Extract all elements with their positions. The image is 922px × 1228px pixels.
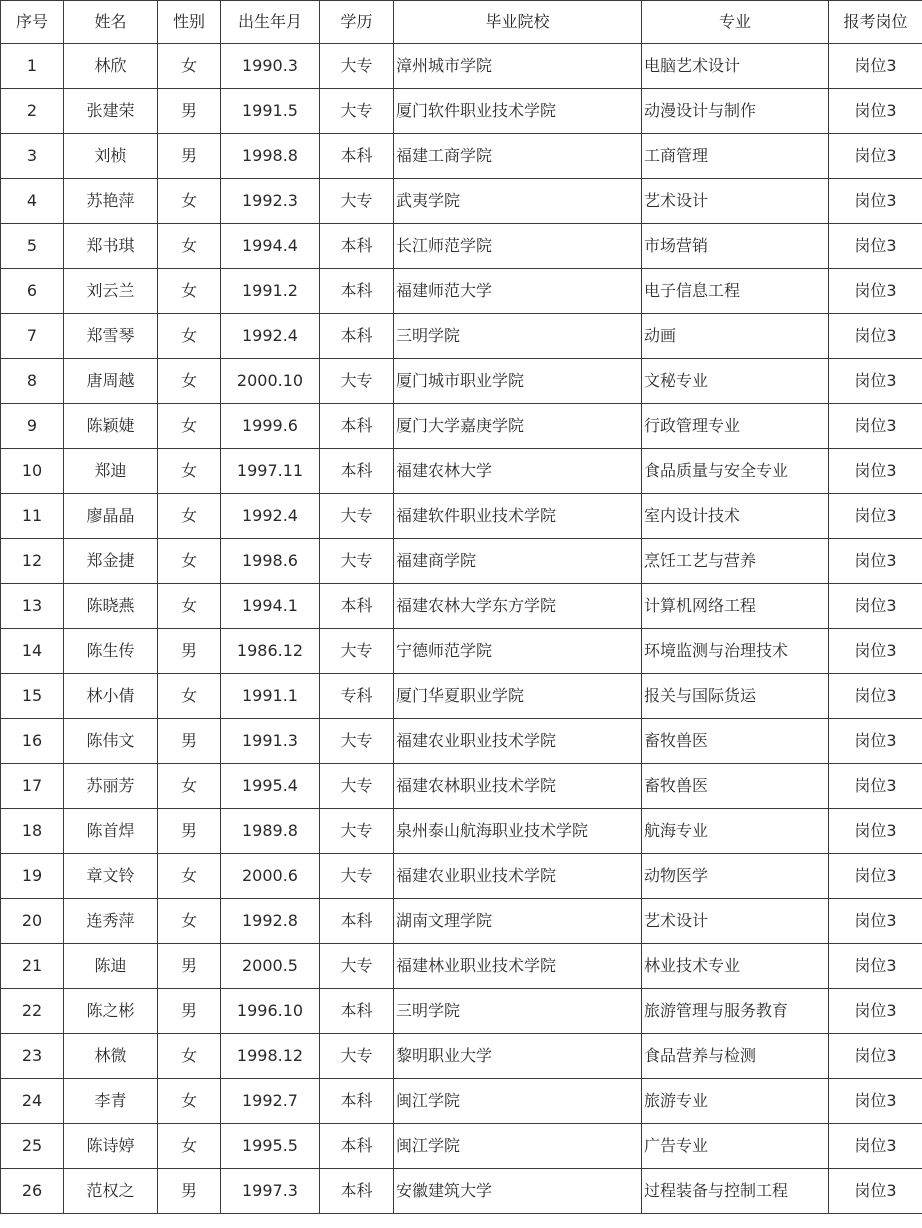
cell-birth-date: 1992.4: [221, 494, 320, 539]
cell-name: 陈诗婷: [64, 1124, 158, 1169]
table-row: [1, 1124, 922, 1169]
cell-gender: 女: [158, 44, 221, 89]
cell-major: 环境监测与治理技术: [642, 629, 829, 674]
cell-name: 廖晶晶: [64, 494, 158, 539]
cell-major: 行政管理专业: [642, 404, 829, 449]
cell-birth-date: 1994.4: [221, 224, 320, 269]
cell-serial: 16: [1, 719, 64, 764]
cell-education: 本科: [320, 1124, 394, 1169]
header-gender: 性别: [158, 1, 221, 44]
cell-name: 陈生传: [64, 629, 158, 674]
cell-birth-date: 1992.3: [221, 179, 320, 224]
cell-major: 报关与国际货运: [642, 674, 829, 719]
cell-serial: 6: [1, 269, 64, 314]
cell-gender: 男: [158, 719, 221, 764]
header-education: 学历: [320, 1, 394, 44]
cell-gender: 女: [158, 179, 221, 224]
cell-gender: 女: [158, 449, 221, 494]
cell-school: 福建软件职业技术学院: [394, 494, 642, 539]
cell-gender: 男: [158, 134, 221, 179]
cell-birth-date: 1998.8: [221, 134, 320, 179]
cell-name: 苏艳萍: [64, 179, 158, 224]
cell-position: 岗位3: [829, 1124, 922, 1169]
table-row: [1, 44, 922, 89]
table-row: [1, 1079, 922, 1124]
cell-name: 郑金捷: [64, 539, 158, 584]
cell-position: 岗位3: [829, 359, 922, 404]
table-row: [1, 764, 922, 809]
header-name: 姓名: [64, 1, 158, 44]
cell-school: 福建农林职业技术学院: [394, 764, 642, 809]
cell-serial: 19: [1, 854, 64, 899]
cell-serial: 10: [1, 449, 64, 494]
table-row: [1, 1034, 922, 1079]
cell-birth-date: 1989.8: [221, 809, 320, 854]
cell-education: 大专: [320, 179, 394, 224]
header-school: 毕业院校: [394, 1, 642, 44]
cell-school: 福建农林大学: [394, 449, 642, 494]
cell-position: 岗位3: [829, 674, 922, 719]
cell-gender: 女: [158, 764, 221, 809]
cell-education: 本科: [320, 899, 394, 944]
cell-position: 岗位3: [829, 584, 922, 629]
table-header-row: [1, 1, 922, 44]
cell-birth-date: 1990.3: [221, 44, 320, 89]
cell-position: 岗位3: [829, 1034, 922, 1079]
cell-serial: 18: [1, 809, 64, 854]
cell-major: 航海专业: [642, 809, 829, 854]
cell-serial: 5: [1, 224, 64, 269]
cell-serial: 22: [1, 989, 64, 1034]
cell-major: 旅游专业: [642, 1079, 829, 1124]
cell-position: 岗位3: [829, 854, 922, 899]
cell-school: 厦门城市职业学院: [394, 359, 642, 404]
cell-major: 过程装备与控制工程: [642, 1169, 829, 1214]
cell-education: 大专: [320, 719, 394, 764]
cell-serial: 8: [1, 359, 64, 404]
cell-school: 三明学院: [394, 989, 642, 1034]
cell-education: 本科: [320, 404, 394, 449]
table-row: [1, 89, 922, 134]
cell-school: 福建农业职业技术学院: [394, 719, 642, 764]
cell-major: 旅游管理与服务教育: [642, 989, 829, 1034]
cell-education: 大专: [320, 359, 394, 404]
cell-birth-date: 1991.5: [221, 89, 320, 134]
cell-serial: 26: [1, 1169, 64, 1214]
cell-school: 泉州泰山航海职业技术学院: [394, 809, 642, 854]
cell-education: 本科: [320, 269, 394, 314]
cell-name: 范权之: [64, 1169, 158, 1214]
cell-position: 岗位3: [829, 44, 922, 89]
cell-position: 岗位3: [829, 224, 922, 269]
cell-name: 陈伟文: [64, 719, 158, 764]
table-row: [1, 224, 922, 269]
cell-school: 三明学院: [394, 314, 642, 359]
cell-serial: 25: [1, 1124, 64, 1169]
table-row: [1, 899, 922, 944]
cell-education: 大专: [320, 854, 394, 899]
cell-major: 计算机网络工程: [642, 584, 829, 629]
cell-major: 食品质量与安全专业: [642, 449, 829, 494]
cell-birth-date: 1991.2: [221, 269, 320, 314]
table-row: [1, 1169, 922, 1214]
cell-education: 本科: [320, 989, 394, 1034]
cell-name: 章文铃: [64, 854, 158, 899]
cell-serial: 14: [1, 629, 64, 674]
cell-birth-date: 1992.7: [221, 1079, 320, 1124]
header-serial: 序号: [1, 1, 64, 44]
cell-name: 陈首焊: [64, 809, 158, 854]
cell-position: 岗位3: [829, 809, 922, 854]
cell-gender: 男: [158, 89, 221, 134]
cell-serial: 23: [1, 1034, 64, 1079]
table-row: [1, 539, 922, 584]
header-position: 报考岗位: [829, 1, 922, 44]
cell-school: 黎明职业大学: [394, 1034, 642, 1079]
cell-name: 林欣: [64, 44, 158, 89]
cell-gender: 女: [158, 314, 221, 359]
cell-school: 厦门华夏职业学院: [394, 674, 642, 719]
cell-major: 电脑艺术设计: [642, 44, 829, 89]
cell-education: 本科: [320, 584, 394, 629]
cell-position: 岗位3: [829, 404, 922, 449]
cell-school: 福建工商学院: [394, 134, 642, 179]
cell-gender: 男: [158, 944, 221, 989]
table-row: [1, 854, 922, 899]
cell-major: 畜牧兽医: [642, 719, 829, 764]
cell-gender: 男: [158, 809, 221, 854]
table-row: [1, 494, 922, 539]
cell-major: 畜牧兽医: [642, 764, 829, 809]
cell-gender: 女: [158, 1079, 221, 1124]
cell-school: 福建农业职业技术学院: [394, 854, 642, 899]
cell-name: 郑雪琴: [64, 314, 158, 359]
cell-school: 闽江学院: [394, 1124, 642, 1169]
cell-gender: 女: [158, 404, 221, 449]
cell-education: 专科: [320, 674, 394, 719]
cell-major: 广告专业: [642, 1124, 829, 1169]
cell-education: 大专: [320, 764, 394, 809]
cell-name: 陈之彬: [64, 989, 158, 1034]
cell-name: 刘桢: [64, 134, 158, 179]
cell-serial: 15: [1, 674, 64, 719]
cell-birth-date: 1991.3: [221, 719, 320, 764]
cell-major: 动漫设计与制作: [642, 89, 829, 134]
cell-birth-date: 1995.4: [221, 764, 320, 809]
cell-school: 厦门软件职业技术学院: [394, 89, 642, 134]
cell-position: 岗位3: [829, 989, 922, 1034]
cell-major: 烹饪工艺与营养: [642, 539, 829, 584]
cell-gender: 女: [158, 539, 221, 584]
cell-gender: 女: [158, 269, 221, 314]
cell-name: 陈颖婕: [64, 404, 158, 449]
cell-position: 岗位3: [829, 719, 922, 764]
cell-serial: 2: [1, 89, 64, 134]
cell-position: 岗位3: [829, 629, 922, 674]
cell-position: 岗位3: [829, 899, 922, 944]
cell-birth-date: 1992.8: [221, 899, 320, 944]
cell-birth-date: 1999.6: [221, 404, 320, 449]
cell-name: 张建荣: [64, 89, 158, 134]
cell-education: 大专: [320, 629, 394, 674]
cell-name: 唐周越: [64, 359, 158, 404]
table-row: [1, 359, 922, 404]
cell-position: 岗位3: [829, 449, 922, 494]
cell-name: 郑书琪: [64, 224, 158, 269]
cell-education: 大专: [320, 539, 394, 584]
cell-serial: 24: [1, 1079, 64, 1124]
cell-education: 本科: [320, 134, 394, 179]
cell-serial: 3: [1, 134, 64, 179]
cell-name: 陈迪: [64, 944, 158, 989]
cell-school: 闽江学院: [394, 1079, 642, 1124]
cell-major: 工商管理: [642, 134, 829, 179]
cell-education: 大专: [320, 44, 394, 89]
cell-serial: 21: [1, 944, 64, 989]
cell-school: 安徽建筑大学: [394, 1169, 642, 1214]
cell-birth-date: 1998.12: [221, 1034, 320, 1079]
cell-gender: 男: [158, 629, 221, 674]
cell-major: 电子信息工程: [642, 269, 829, 314]
cell-education: 本科: [320, 314, 394, 359]
cell-gender: 女: [158, 359, 221, 404]
cell-school: 长江师范学院: [394, 224, 642, 269]
cell-gender: 女: [158, 494, 221, 539]
table-row: [1, 944, 922, 989]
cell-major: 动画: [642, 314, 829, 359]
table-row: [1, 314, 922, 359]
header-major: 专业: [642, 1, 829, 44]
cell-education: 本科: [320, 224, 394, 269]
cell-gender: 女: [158, 584, 221, 629]
cell-gender: 女: [158, 1034, 221, 1079]
cell-birth-date: 1998.6: [221, 539, 320, 584]
cell-education: 大专: [320, 89, 394, 134]
cell-name: 林微: [64, 1034, 158, 1079]
cell-name: 李青: [64, 1079, 158, 1124]
table-row: [1, 134, 922, 179]
cell-position: 岗位3: [829, 944, 922, 989]
cell-position: 岗位3: [829, 89, 922, 134]
cell-birth-date: 1991.1: [221, 674, 320, 719]
cell-education: 本科: [320, 1079, 394, 1124]
cell-education: 大专: [320, 494, 394, 539]
cell-gender: 女: [158, 674, 221, 719]
cell-serial: 17: [1, 764, 64, 809]
cell-name: 连秀萍: [64, 899, 158, 944]
cell-major: 艺术设计: [642, 899, 829, 944]
cell-school: 漳州城市学院: [394, 44, 642, 89]
cell-position: 岗位3: [829, 179, 922, 224]
table-row: [1, 629, 922, 674]
table-row: [1, 989, 922, 1034]
cell-education: 本科: [320, 449, 394, 494]
cell-position: 岗位3: [829, 314, 922, 359]
cell-school: 武夷学院: [394, 179, 642, 224]
cell-birth-date: 1997.3: [221, 1169, 320, 1214]
table-row: [1, 584, 922, 629]
cell-education: 大专: [320, 944, 394, 989]
cell-gender: 女: [158, 224, 221, 269]
cell-education: 大专: [320, 1034, 394, 1079]
cell-name: 郑迪: [64, 449, 158, 494]
cell-school: 湖南文理学院: [394, 899, 642, 944]
cell-school: 宁德师范学院: [394, 629, 642, 674]
cell-serial: 1: [1, 44, 64, 89]
cell-gender: 男: [158, 1169, 221, 1214]
cell-position: 岗位3: [829, 539, 922, 584]
cell-serial: 9: [1, 404, 64, 449]
cell-position: 岗位3: [829, 1169, 922, 1214]
cell-birth-date: 1994.1: [221, 584, 320, 629]
cell-school: 福建商学院: [394, 539, 642, 584]
table-row: [1, 809, 922, 854]
cell-position: 岗位3: [829, 1079, 922, 1124]
cell-gender: 女: [158, 1124, 221, 1169]
cell-position: 岗位3: [829, 494, 922, 539]
cell-serial: 11: [1, 494, 64, 539]
cell-major: 食品营养与检测: [642, 1034, 829, 1079]
cell-school: 福建师范大学: [394, 269, 642, 314]
cell-birth-date: 1992.4: [221, 314, 320, 359]
cell-education: 大专: [320, 809, 394, 854]
cell-serial: 7: [1, 314, 64, 359]
cell-major: 市场营销: [642, 224, 829, 269]
cell-school: 福建农林大学东方学院: [394, 584, 642, 629]
cell-name: 刘云兰: [64, 269, 158, 314]
cell-position: 岗位3: [829, 764, 922, 809]
cell-gender: 女: [158, 899, 221, 944]
cell-birth-date: 2000.6: [221, 854, 320, 899]
cell-position: 岗位3: [829, 134, 922, 179]
table-row: [1, 449, 922, 494]
cell-serial: 12: [1, 539, 64, 584]
cell-gender: 男: [158, 989, 221, 1034]
cell-serial: 4: [1, 179, 64, 224]
cell-major: 动物医学: [642, 854, 829, 899]
cell-major: 艺术设计: [642, 179, 829, 224]
cell-major: 林业技术专业: [642, 944, 829, 989]
cell-birth-date: 2000.10: [221, 359, 320, 404]
cell-name: 陈晓燕: [64, 584, 158, 629]
cell-birth-date: 2000.5: [221, 944, 320, 989]
cell-major: 室内设计技术: [642, 494, 829, 539]
cell-school: 福建林业职业技术学院: [394, 944, 642, 989]
cell-birth-date: 1997.11: [221, 449, 320, 494]
cell-name: 苏丽芳: [64, 764, 158, 809]
table-row: [1, 269, 922, 314]
cell-birth-date: 1986.12: [221, 629, 320, 674]
cell-serial: 20: [1, 899, 64, 944]
cell-major: 文秘专业: [642, 359, 829, 404]
cell-name: 林小倩: [64, 674, 158, 719]
table-row: [1, 674, 922, 719]
table-row: [1, 179, 922, 224]
cell-serial: 13: [1, 584, 64, 629]
cell-birth-date: 1996.10: [221, 989, 320, 1034]
table-row: [1, 719, 922, 764]
cell-education: 本科: [320, 1169, 394, 1214]
cell-birth-date: 1995.5: [221, 1124, 320, 1169]
header-birth-date: 出生年月: [221, 1, 320, 44]
cell-school: 厦门大学嘉庚学院: [394, 404, 642, 449]
cell-gender: 女: [158, 854, 221, 899]
table-row: [1, 404, 922, 449]
cell-position: 岗位3: [829, 269, 922, 314]
